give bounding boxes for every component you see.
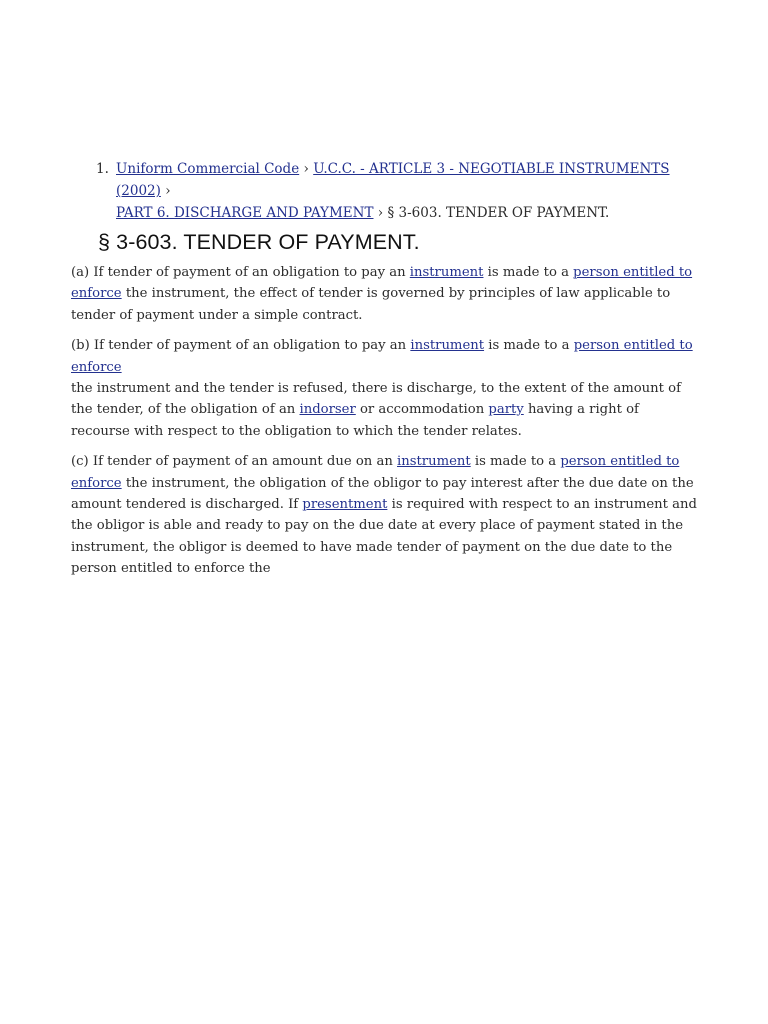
link-party[interactable]: party	[488, 402, 524, 418]
breadcrumb	[96, 158, 706, 224]
list-number: 1.	[96, 161, 109, 177]
text-run: is made to a	[484, 338, 574, 354]
link-instrument[interactable]: instrument	[409, 265, 484, 280]
text-run: (c) If tender of payment of an amount due on an	[71, 454, 397, 470]
link-person-entitled-to-enforce[interactable]: person entitled to enforce	[71, 265, 693, 302]
breadcrumb-link-part-6[interactable]: PART 6. DISCHARGE AND PAYMENT	[116, 205, 374, 221]
text-run: is required with respect to an instrument and the obligor is able and ready to pay on the due date at every place of payment stated in the instrument, the obligor is deemed to have made tender of payment on the due date to the person entitled to enforce the	[71, 496, 697, 576]
breadcrumb-entry	[96, 158, 706, 224]
text-run: is made to a	[470, 454, 561, 470]
breadcrumb-separator: ›	[303, 161, 309, 177]
link-indorser[interactable]: indorser	[299, 402, 356, 418]
breadcrumb-current: § 3-603. TENDER OF PAYMENT.	[387, 205, 610, 221]
breadcrumb-separator: ›	[165, 183, 171, 199]
section-body	[71, 262, 701, 589]
link-instrument[interactable]: instrument	[397, 454, 471, 470]
link-presentment[interactable]: presentment	[302, 496, 388, 512]
paragraph-a	[71, 262, 701, 326]
page-title: § 3-603. TENDER OF PAYMENT.	[98, 230, 420, 254]
text-run: the instrument, the effect of tender is governed by principles of law applicable to tender of payment under a simple contract.	[71, 286, 671, 323]
breadcrumb-link-ucc[interactable]: Uniform Commercial Code	[116, 161, 300, 177]
text-run: the instrument, the obligation of the obligor to pay interest after the due date on the amount tendered is discharged. If	[71, 475, 694, 512]
text-run: (a) If tender of payment of an obligation to pay an	[71, 265, 410, 280]
text-run: is made to a	[483, 265, 574, 280]
paragraph-c	[71, 451, 701, 579]
breadcrumb-separator: ›	[377, 205, 384, 221]
link-instrument[interactable]: instrument	[410, 338, 485, 354]
text-run: having a right of recourse with respect to the obligation to which the tender relates.	[71, 402, 639, 439]
link-person-entitled-to-enforce[interactable]: person entitled to enforce	[71, 338, 693, 375]
text-run: (b) If tender of payment of an obligation to pay an	[71, 338, 411, 354]
paragraph-b	[71, 335, 701, 441]
text-run: or accommodation	[355, 402, 489, 418]
breadcrumb-link-article-3[interactable]: U.C.C. - ARTICLE 3 - NEGOTIABLE INSTRUMENTS (2002)	[116, 161, 670, 199]
link-person-entitled-to-enforce[interactable]: person entitled to enforce	[71, 454, 680, 491]
text-run: the instrument and the tender is refused, there is discharge, to the extent of the amount of the tender, of the obligation of an	[71, 380, 681, 418]
